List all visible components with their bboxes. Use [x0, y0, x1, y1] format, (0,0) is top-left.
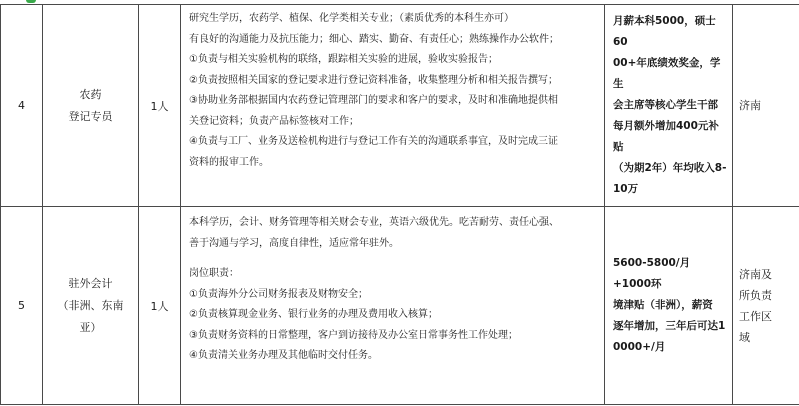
salary-line: 每月额外增加400元补贴 [613, 120, 719, 153]
position-line: 农药 [79, 87, 102, 101]
position-cell [43, 5, 139, 207]
salary-line: 境津贴（非洲），薪资 [613, 299, 713, 311]
requirement-line: ①负责海外分公司财务报表及财物安全； [189, 288, 368, 300]
salary-line: 逐年增加，三年后可达1 [613, 320, 726, 332]
job-table [0, 4, 799, 405]
requirements-cell [181, 207, 605, 405]
position-cell [43, 207, 139, 405]
salary-cell [605, 5, 733, 207]
requirement-line: ④负责清关业务办理及其他临时交付任务。 [189, 350, 378, 361]
salary-line: 月薪本科5000，硕士60 [613, 15, 716, 48]
location-cell [733, 207, 799, 405]
requirement-line: ③负责财务资料的日常整理，客户到访接待及办公室日常事务性工作处理； [189, 329, 518, 341]
requirement-line: 善于沟通与学习，高度自律性，适应常年驻外。 [189, 237, 399, 249]
location-line: 工作区 [739, 309, 772, 323]
requirement-line: 资料的报审工作。 [189, 156, 269, 168]
requirement-line: 岗位职责： [189, 268, 239, 279]
requirement-line: ④负责与工厂、业务及送检机构进行与登记工作有关的沟通联系事宜，及时完成三证 [189, 136, 558, 147]
requirement-line: 本科学历，会计、财务管理等相关财会专业，英语六级优先。吃苦耐劳、责任心强、 [189, 217, 559, 228]
requirement-line: 研究生学历，农药学、植保、化学类相关专业；（素质优秀的本科生亦可） [189, 13, 514, 24]
table-row [1, 207, 799, 405]
position-line: （非洲、东南 [57, 298, 124, 312]
salary-line: （为期2年）年均收入8- [613, 162, 727, 174]
position-line: 驻外会计 [68, 276, 113, 290]
row-number: 5 [1, 207, 43, 405]
requirement-line: ②负责按照相关国家的登记要求进行登记资料准备，收集整理分析和相关报告撰写； [189, 74, 558, 86]
headcount: 1人 [139, 207, 181, 405]
requirements-cell [181, 5, 605, 207]
salary-line: 00+年底绩效奖金，学生 [613, 57, 721, 90]
requirement-line: ③协助业务部根据国内农药登记管理部门的要求和客户的要求，及时和准确地提供相 [189, 95, 558, 106]
location-line: 所负责 [739, 288, 772, 302]
salary-line: 0000+/月 [613, 341, 666, 353]
row-number: 4 [1, 5, 43, 207]
requirement-line: 有良好的沟通能力及抗压能力；细心、踏实、勤奋、有责任心；熟练操作办公软件； [189, 33, 559, 45]
location-line: 济南 [739, 99, 761, 112]
requirement-line: 关登记资料；负责产品标签核对工作； [189, 115, 359, 127]
headcount: 1人 [139, 5, 181, 207]
spacer [189, 254, 598, 264]
position-line: 亚） [79, 320, 102, 334]
location-cell [733, 5, 799, 207]
location-line: 域 [739, 330, 750, 344]
table-row [1, 5, 799, 207]
green-indicator [26, 0, 36, 3]
salary-line: 10万 [613, 183, 639, 195]
location-line: 济南及 [739, 267, 772, 281]
requirement-line: ①负责与相关实验机构的联络，跟踪相关实验的进展，验收实验报告； [189, 54, 498, 65]
requirement-line: ②负责核算现金业务、银行业务的办理及费用收入核算； [189, 309, 438, 320]
position-line: 登记专员 [68, 109, 113, 123]
salary-line: 会主席等核心学生干部 [613, 99, 718, 111]
salary-cell [605, 207, 733, 405]
salary-line: 5600-5800/月+1000环 [613, 257, 691, 290]
